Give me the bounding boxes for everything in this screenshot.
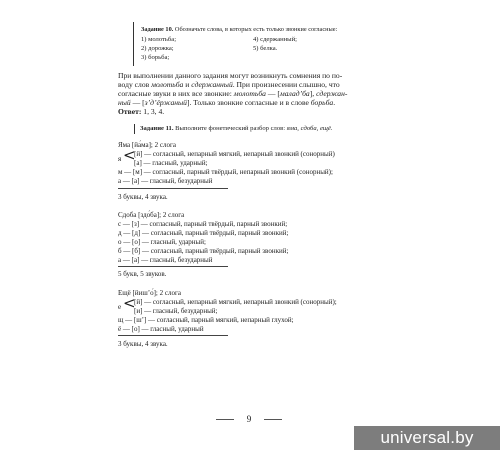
yama-line-2: а — [а] — гласный, безударный [118, 177, 213, 185]
task11-prompt: Выполните фонетический разбор слов: [175, 125, 286, 132]
brace-icon: < [123, 294, 136, 312]
task10-title: Задание 10. [141, 26, 174, 33]
eshchyo-brace-line-2: [и] — гласный, безударный; [134, 307, 218, 315]
eshchyo-line-1: щ — [ш’] — согласный, парный мягкий, непарный глухой; [118, 316, 294, 324]
task11-heading [140, 125, 332, 133]
eshchyo-heading: Ещё [йиш’о́]; 2 слога [118, 289, 181, 297]
answer-value: 1, 3, 4. [143, 107, 165, 116]
page-number-rule-right [264, 419, 282, 420]
sdoba-line-4: б — [б] — согласный, парный твёрдый, парный звонкий; [118, 247, 289, 255]
explanation-line-2: воду слов молотьба и сдержанный. При произнесении слышно, что [118, 80, 340, 89]
eshchyo-brace-line-1: [й] — согласный, непарный мягкий, непарный звонкий (сонорный); [134, 298, 337, 306]
yama-heading: Яма [йа́ма]; 2 слога [118, 141, 176, 149]
answer-label: Ответ: [118, 107, 142, 116]
sdoba-line-3: о — [о] — гласный, ударный; [118, 238, 206, 246]
task10-option-2: 2) дорожка; [141, 45, 174, 52]
eshchyo-letter: е [118, 303, 122, 311]
task10-option-5: 5) белка. [253, 45, 278, 52]
divider [118, 266, 228, 267]
task11-words: яма, сдоба, ещё. [286, 125, 333, 132]
page-number-rule-left [216, 419, 234, 420]
divider [118, 188, 228, 189]
sdoba-line-5: а — [а] — гласный, безударный [118, 256, 213, 264]
explanation-line-4: ный — [з’д’ёржаный]. Только звонкие согласные и в слове борьба. [118, 98, 336, 107]
divider [118, 335, 228, 336]
task11-title: Задание 11. [140, 125, 174, 132]
task10-prompt: Обозначьте слова, в которых есть только звонкие согласные: [174, 26, 338, 33]
task10-bar [133, 22, 134, 66]
yama-letter: я [118, 155, 122, 163]
yama-brace-line-1: [й] — согласный, непарный мягкий, непарный звонкий (сонорный) [134, 150, 335, 158]
brace-icon: < [123, 146, 136, 164]
yama-line-1: м — [м] — согласный, парный твёрдый, непарный звонкий (сонорный); [118, 168, 333, 176]
yama-summary: 3 буквы, 4 звука. [118, 193, 168, 201]
eshchyo-line-2: ё — [о] — гласный, ударный [118, 325, 204, 333]
task10-option-4: 4) сдержанный; [253, 36, 297, 43]
task10-option-1: 1) молотьба; [141, 36, 177, 43]
sdoba-line-1: с — [з] — согласный, парный твёрдый, парный звонкий; [118, 220, 288, 228]
sdoba-summary: 5 букв, 5 звуков. [118, 270, 167, 278]
sdoba-line-2: д — [д] — согласный, парный твёрдый, парный звонкий; [118, 229, 289, 237]
watermark: universal.by [354, 426, 500, 450]
explanation-line-3: согласные звуки в них все звонкие: молотьба — [малад’ба], сдержан- [118, 89, 348, 98]
task10-heading [141, 26, 337, 34]
yama-brace-line-2: [а] — гласный, ударный; [134, 159, 208, 167]
task11-bar [134, 124, 135, 134]
task10-option-3: 3) борьба; [141, 54, 170, 61]
explanation-line-1: При выполнении данного задания могут возникнуть сомнения по по- [118, 71, 343, 80]
answer [118, 107, 164, 116]
page-number: 9 [246, 414, 252, 424]
eshchyo-summary: 3 буквы, 4 звука. [118, 340, 168, 348]
sdoba-heading: Сдоба [здо́ба]; 2 слога [118, 211, 185, 219]
